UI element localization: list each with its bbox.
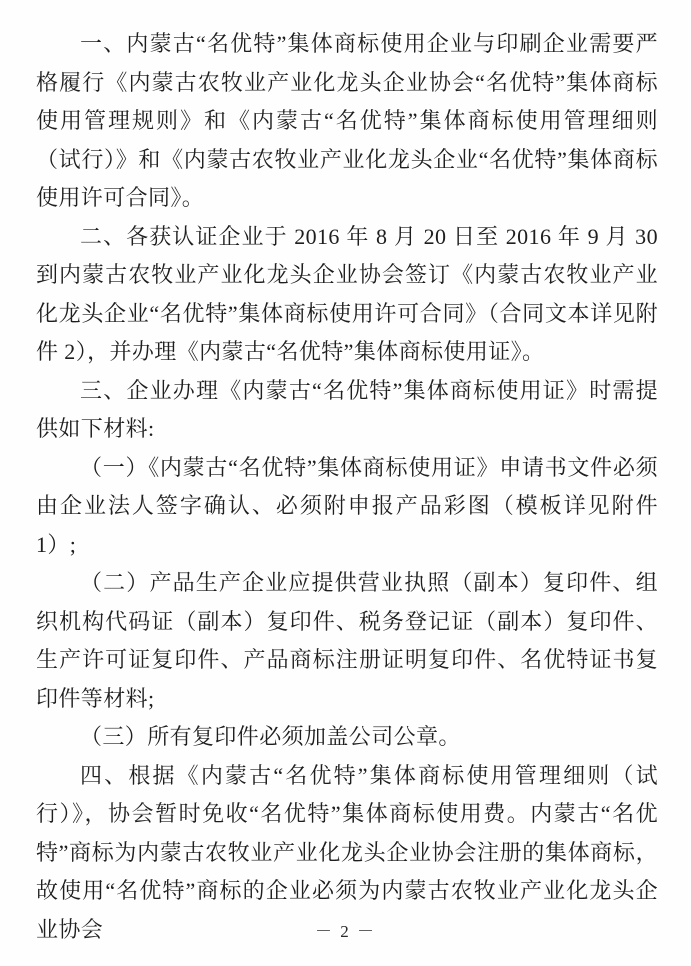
paragraph-item-3: 三、企业办理《内蒙古“名优特”集体商标使用证》时需提供如下材料: bbox=[36, 377, 658, 441]
paragraph-item-4: 四、根据《内蒙古“名优特”集体商标使用管理细则（试行）》，协会暂时免收“名优特”集体商标使用费。内蒙古“名优特”商标为内蒙古农牧业产业化龙头企业协会注册的集体商标，故使用“名优特”商标的企业必须为内蒙古农牧业产业化龙头企业协会 bbox=[36, 762, 658, 942]
paragraph-item-1: 一、内蒙古“名优特”集体商标使用企业与印刷企业需要严格履行《内蒙古农牧业产业化龙头企业协会“名优特”集体商标使用管理规则》和《内蒙古“名优特”集体商标使用管理细则（试行）》和《内蒙古农牧业产业化龙头企业“名优特”集体商标使用许可合同》。 bbox=[36, 31, 658, 210]
paragraph-item-3-3: （三）所有复印件必须加盖公司公章。 bbox=[80, 724, 461, 749]
document-body bbox=[36, 25, 658, 949]
paragraph-item-3-1: （一）《内蒙古“名优特”集体商标使用证》申请书文件必须由企业法人签字确认、必须附申报产品彩图（模板详见附件 1）; bbox=[36, 454, 658, 557]
paragraph-item-2: 二、各获认证企业于 2016 年 8 月 20 日至 2016 年 9 月 30 到内蒙古农牧业产业化龙头企业协会签订《内蒙古农牧业产业化龙头企业“名优特”集体商标使用许可合同》（合同文本详见附件 2），并办理《内蒙古“名优特”集体商标使用证》。 bbox=[36, 223, 658, 364]
page-number: － 2 － bbox=[315, 922, 376, 941]
paragraph-item-3-2: （二）产品生产企业应提供营业执照（副本）复印件、组织机构代码证（副本）复印件、税务登记证（副本）复印件、生产许可证复印件、产品商标注册证明复印件、名优特证书复印件等材料; bbox=[36, 570, 658, 711]
